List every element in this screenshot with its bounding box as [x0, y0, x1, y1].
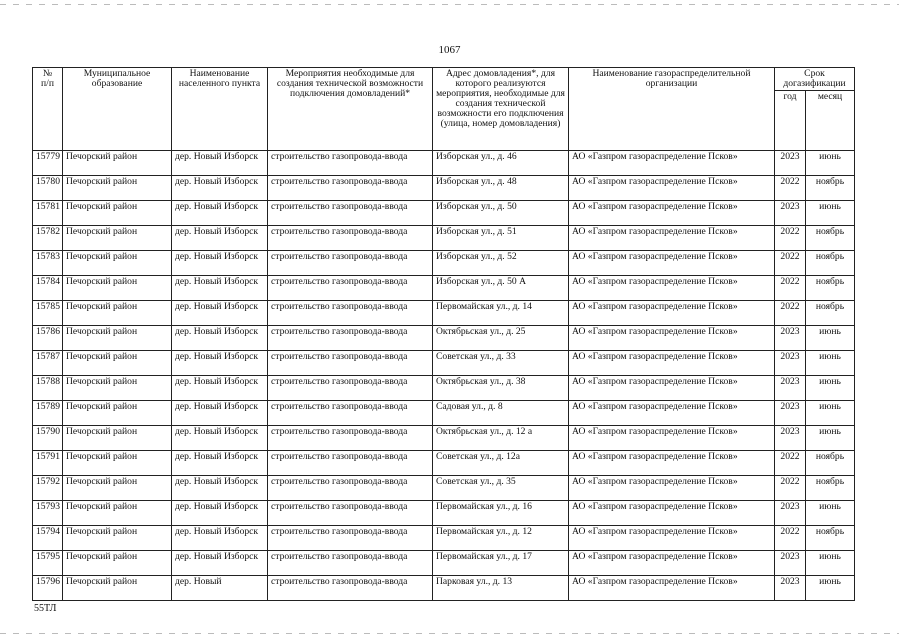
organization-cell: АО «Газпром газораспределение Псков»	[569, 551, 775, 576]
table-row	[33, 551, 855, 576]
month-cell: июнь	[806, 326, 855, 351]
address-cell: Советская ул., д. 12а	[433, 451, 569, 476]
table-row	[33, 451, 855, 476]
address-cell: Октябрьская ул., д. 12 а	[433, 426, 569, 451]
organization-cell: АО «Газпром газораспределение Псков»	[569, 226, 775, 251]
settlement-cell: дер. Новый Изборск	[172, 501, 268, 526]
row-number-cell: 15794	[33, 526, 63, 551]
measure-cell: строительство газопровода-ввода	[268, 576, 433, 601]
col-header-address: Адрес домовладения*, для которого реализуются мероприятия, необходимые для создания технической возможности его подключения (улица, номер домовладения)	[433, 68, 569, 151]
settlement-cell: дер. Новый Изборск	[172, 201, 268, 226]
settlement-cell: дер. Новый Изборск	[172, 451, 268, 476]
organization-cell: АО «Газпром газораспределение Псков»	[569, 501, 775, 526]
year-cell: 2023	[775, 401, 806, 426]
settlement-cell: дер. Новый Изборск	[172, 226, 268, 251]
row-number-cell: 15780	[33, 176, 63, 201]
settlement-cell: дер. Новый Изборск	[172, 526, 268, 551]
col-header-deadline: Срок догазификации	[775, 68, 855, 91]
settlement-cell: дер. Новый Изборск	[172, 426, 268, 451]
table-row	[33, 476, 855, 501]
col-header-organization: Наименование газораспределительной организации	[569, 68, 775, 151]
municipality-cell: Печорский район	[63, 426, 172, 451]
address-cell: Октябрьская ул., д. 38	[433, 376, 569, 401]
organization-cell: АО «Газпром газораспределение Псков»	[569, 276, 775, 301]
organization-cell: АО «Газпром газораспределение Псков»	[569, 376, 775, 401]
col-header-measures: Мероприятия необходимые для создания технической возможности подключения домовладений*	[268, 68, 433, 151]
table-row	[33, 301, 855, 326]
row-number-cell: 15783	[33, 251, 63, 276]
measure-cell: строительство газопровода-ввода	[268, 301, 433, 326]
row-number-cell: 15789	[33, 401, 63, 426]
month-cell: ноябрь	[806, 451, 855, 476]
municipality-cell: Печорский район	[63, 251, 172, 276]
row-number-cell: 15788	[33, 376, 63, 401]
municipality-cell: Печорский район	[63, 176, 172, 201]
table-row	[33, 251, 855, 276]
address-cell: Изборская ул., д. 50	[433, 201, 569, 226]
measure-cell: строительство газопровода-ввода	[268, 376, 433, 401]
settlement-cell: дер. Новый Изборск	[172, 326, 268, 351]
row-number-cell: 15793	[33, 501, 63, 526]
municipality-cell: Печорский район	[63, 451, 172, 476]
settlement-cell: дер. Новый Изборск	[172, 251, 268, 276]
organization-cell: АО «Газпром газораспределение Псков»	[569, 301, 775, 326]
address-cell: Первомайская ул., д. 17	[433, 551, 569, 576]
address-cell: Садовая ул., д. 8	[433, 401, 569, 426]
table-row	[33, 376, 855, 401]
year-cell: 2022	[775, 226, 806, 251]
measure-cell: строительство газопровода-ввода	[268, 276, 433, 301]
row-number-cell: 15791	[33, 451, 63, 476]
settlement-cell: дер. Новый Изборск	[172, 176, 268, 201]
municipality-cell: Печорский район	[63, 376, 172, 401]
page-number: 1067	[438, 44, 461, 56]
year-cell: 2022	[775, 476, 806, 501]
organization-cell: АО «Газпром газораспределение Псков»	[569, 326, 775, 351]
table-row	[33, 576, 855, 601]
settlement-cell: дер. Новый Изборск	[172, 301, 268, 326]
measure-cell: строительство газопровода-ввода	[268, 451, 433, 476]
month-cell: июнь	[806, 376, 855, 401]
registry-table	[32, 67, 855, 601]
address-cell: Первомайская ул., д. 12	[433, 526, 569, 551]
year-cell: 2023	[775, 501, 806, 526]
organization-cell: АО «Газпром газораспределение Псков»	[569, 426, 775, 451]
year-cell: 2023	[775, 351, 806, 376]
table-row	[33, 426, 855, 451]
municipality-cell: Печорский район	[63, 326, 172, 351]
settlement-cell: дер. Новый Изборск	[172, 151, 268, 176]
settlement-cell: дер. Новый Изборск	[172, 401, 268, 426]
address-cell: Октябрьская ул., д. 25	[433, 326, 569, 351]
municipality-cell: Печорский район	[63, 476, 172, 501]
address-cell: Первомайская ул., д. 16	[433, 501, 569, 526]
measure-cell: строительство газопровода-ввода	[268, 251, 433, 276]
col-header-num: № п/п	[33, 68, 63, 151]
measure-cell: строительство газопровода-ввода	[268, 151, 433, 176]
table-row	[33, 401, 855, 426]
year-cell: 2023	[775, 376, 806, 401]
measure-cell: строительство газопровода-ввода	[268, 476, 433, 501]
settlement-cell: дер. Новый Изборск	[172, 376, 268, 401]
measure-cell: строительство газопровода-ввода	[268, 201, 433, 226]
measure-cell: строительство газопровода-ввода	[268, 176, 433, 201]
table-row	[33, 526, 855, 551]
municipality-cell: Печорский район	[63, 551, 172, 576]
address-cell: Изборская ул., д. 51	[433, 226, 569, 251]
organization-cell: АО «Газпром газораспределение Псков»	[569, 151, 775, 176]
address-cell: Советская ул., д. 35	[433, 476, 569, 501]
row-number-cell: 15786	[33, 326, 63, 351]
month-cell: июнь	[806, 501, 855, 526]
row-number-cell: 15785	[33, 301, 63, 326]
measure-cell: строительство газопровода-ввода	[268, 526, 433, 551]
month-cell: июнь	[806, 401, 855, 426]
table-header	[33, 68, 855, 151]
measure-cell: строительство газопровода-ввода	[268, 401, 433, 426]
month-cell: ноябрь	[806, 476, 855, 501]
year-cell: 2023	[775, 151, 806, 176]
month-cell: ноябрь	[806, 526, 855, 551]
municipality-cell: Печорский район	[63, 301, 172, 326]
settlement-cell: дер. Новый Изборск	[172, 351, 268, 376]
month-cell: июнь	[806, 426, 855, 451]
year-cell: 2022	[775, 276, 806, 301]
month-cell: ноябрь	[806, 301, 855, 326]
organization-cell: АО «Газпром газораспределение Псков»	[569, 476, 775, 501]
year-cell: 2023	[775, 576, 806, 601]
col-header-year: год	[775, 91, 806, 151]
year-cell: 2023	[775, 426, 806, 451]
year-cell: 2022	[775, 176, 806, 201]
municipality-cell: Печорский район	[63, 401, 172, 426]
settlement-cell: дер. Новый Изборск	[172, 276, 268, 301]
organization-cell: АО «Газпром газораспределение Псков»	[569, 176, 775, 201]
table-row	[33, 326, 855, 351]
row-number-cell: 15787	[33, 351, 63, 376]
year-cell: 2022	[775, 251, 806, 276]
settlement-cell: дер. Новый Изборск	[172, 476, 268, 501]
row-number-cell: 15784	[33, 276, 63, 301]
measure-cell: строительство газопровода-ввода	[268, 501, 433, 526]
scan-artifact-top	[0, 4, 899, 5]
settlement-cell: дер. Новый Изборск	[172, 551, 268, 576]
row-number-cell: 15796	[33, 576, 63, 601]
address-cell: Изборская ул., д. 50 А	[433, 276, 569, 301]
measure-cell: строительство газопровода-ввода	[268, 351, 433, 376]
table-row	[33, 151, 855, 176]
table-row	[33, 201, 855, 226]
year-cell: 2023	[775, 551, 806, 576]
table-row	[33, 501, 855, 526]
address-cell: Изборская ул., д. 48	[433, 176, 569, 201]
municipality-cell: Печорский район	[63, 576, 172, 601]
footer-code: 55ТЛ	[34, 603, 57, 614]
year-cell: 2022	[775, 526, 806, 551]
row-number-cell: 15782	[33, 226, 63, 251]
row-number-cell: 15792	[33, 476, 63, 501]
organization-cell: АО «Газпром газораспределение Псков»	[569, 251, 775, 276]
organization-cell: АО «Газпром газораспределение Псков»	[569, 526, 775, 551]
month-cell: ноябрь	[806, 176, 855, 201]
municipality-cell: Печорский район	[63, 201, 172, 226]
measure-cell: строительство газопровода-ввода	[268, 326, 433, 351]
organization-cell: АО «Газпром газораспределение Псков»	[569, 401, 775, 426]
measure-cell: строительство газопровода-ввода	[268, 226, 433, 251]
municipality-cell: Печорский район	[63, 351, 172, 376]
table-row	[33, 276, 855, 301]
measure-cell: строительство газопровода-ввода	[268, 426, 433, 451]
address-cell: Советская ул., д. 33	[433, 351, 569, 376]
organization-cell: АО «Газпром газораспределение Псков»	[569, 576, 775, 601]
row-number-cell: 15781	[33, 201, 63, 226]
month-cell: ноябрь	[806, 276, 855, 301]
address-cell: Парковая ул., д. 13	[433, 576, 569, 601]
table-body	[33, 151, 855, 601]
col-header-municipality: Муниципальное образование	[63, 68, 172, 151]
table-row	[33, 176, 855, 201]
municipality-cell: Печорский район	[63, 276, 172, 301]
col-header-settlement: Наименование населенного пункта	[172, 68, 268, 151]
row-number-cell: 15790	[33, 426, 63, 451]
municipality-cell: Печорский район	[63, 151, 172, 176]
table-row	[33, 351, 855, 376]
month-cell: июнь	[806, 351, 855, 376]
organization-cell: АО «Газпром газораспределение Псков»	[569, 201, 775, 226]
month-cell: июнь	[806, 576, 855, 601]
year-cell: 2023	[775, 326, 806, 351]
municipality-cell: Печорский район	[63, 501, 172, 526]
year-cell: 2022	[775, 451, 806, 476]
month-cell: ноябрь	[806, 226, 855, 251]
address-cell: Изборская ул., д. 52	[433, 251, 569, 276]
month-cell: июнь	[806, 201, 855, 226]
measure-cell: строительство газопровода-ввода	[268, 551, 433, 576]
address-cell: Изборская ул., д. 46	[433, 151, 569, 176]
year-cell: 2022	[775, 301, 806, 326]
month-cell: июнь	[806, 551, 855, 576]
month-cell: июнь	[806, 151, 855, 176]
municipality-cell: Печорский район	[63, 226, 172, 251]
month-cell: ноябрь	[806, 251, 855, 276]
row-number-cell: 15779	[33, 151, 63, 176]
organization-cell: АО «Газпром газораспределение Псков»	[569, 351, 775, 376]
scan-artifact-bottom	[0, 633, 899, 634]
address-cell: Первомайская ул., д. 14	[433, 301, 569, 326]
col-header-month: месяц	[806, 91, 855, 151]
municipality-cell: Печорский район	[63, 526, 172, 551]
organization-cell: АО «Газпром газораспределение Псков»	[569, 451, 775, 476]
settlement-cell: дер. Новый	[172, 576, 268, 601]
row-number-cell: 15795	[33, 551, 63, 576]
year-cell: 2023	[775, 201, 806, 226]
table-row	[33, 226, 855, 251]
